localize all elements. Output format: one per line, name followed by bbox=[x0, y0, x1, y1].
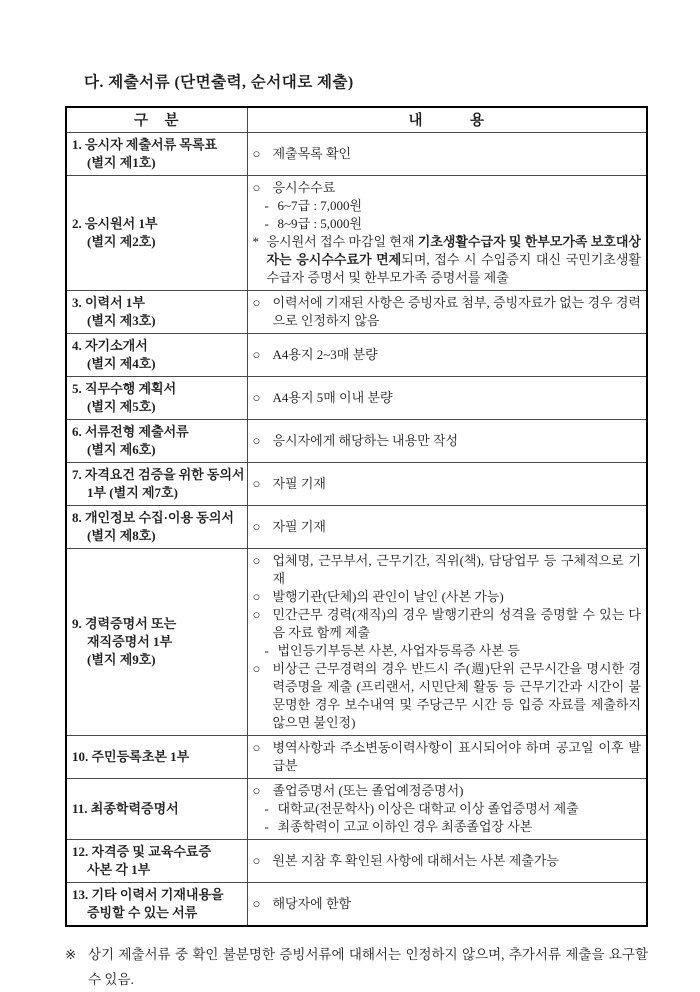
content-line bbox=[253, 552, 642, 588]
content-text-segment: 최종학력이 고교 이하인 경우 최종졸업장 사본 bbox=[277, 818, 533, 834]
content-text-segment: 되며, 접수 시 수입증지 대신 국민기초생활수급자 증명서 및 한부모가족 증명서를 제출 bbox=[266, 251, 641, 285]
content-text-segment: A4용지 2~3매 분량 bbox=[272, 346, 378, 362]
table-header-row bbox=[66, 107, 647, 132]
content-text-segment: 6~7급 : 7,000원 bbox=[277, 197, 363, 213]
content-text-segment: 대학교(전문학사) 이상은 대학교 이상 졸업증명서 제출 bbox=[277, 800, 579, 816]
dash-bullet-icon: - bbox=[264, 197, 269, 213]
column-header-content: 내 용 bbox=[247, 107, 647, 132]
category-title-text: (별지 제3호) bbox=[87, 312, 156, 328]
content-line bbox=[253, 818, 642, 836]
content-text-segment: 해당자에 한함 bbox=[272, 895, 352, 911]
content-text bbox=[278, 197, 642, 215]
category-title-text: 4. 자기소개서 bbox=[72, 337, 148, 353]
content-line bbox=[253, 800, 642, 818]
category-title-text: (별지 제9호) bbox=[87, 651, 156, 667]
content-text bbox=[273, 294, 642, 330]
category-title-text: 13. 기타 이력서 기재내용을 bbox=[72, 886, 224, 902]
content-line bbox=[253, 739, 642, 775]
category-title-line bbox=[72, 748, 244, 766]
category-title-text: 2. 응시원서 1부 bbox=[72, 215, 158, 231]
column-header-category: 구 분 bbox=[66, 107, 247, 132]
category-title-text: (별지 제5호) bbox=[87, 398, 156, 414]
content-text bbox=[273, 588, 642, 606]
category-title-line bbox=[72, 423, 244, 441]
content-line bbox=[253, 294, 642, 330]
content-text-segment: 병역사항과 주소변동이력사항이 표시되어야 하며 공고일 이후 발급분 bbox=[272, 739, 641, 773]
category-title-line bbox=[72, 861, 244, 879]
document-category-cell bbox=[66, 839, 247, 882]
table-row bbox=[66, 290, 647, 333]
content-text-segment: 비상근 근무경력의 경우 반드시 주(週)단위 근무시간을 명시한 경력증명을 제출 (프리랜서, 시민단체 활동 등 근무기간과 시간이 불문명한 경우 보수내역 및 주당근무 시간 등 입증 자료를 제출하지 않으면 불인정) bbox=[272, 660, 641, 730]
document-category-cell bbox=[66, 290, 247, 333]
table-body bbox=[66, 132, 647, 926]
category-title-text: 3. 이력서 1부 bbox=[72, 294, 145, 310]
content-text-segment: 8~9급 : 5,000원 bbox=[277, 215, 363, 231]
table-row bbox=[66, 839, 647, 882]
category-title-line bbox=[72, 527, 244, 545]
circle-bullet-icon: ○ bbox=[252, 389, 261, 405]
content-line bbox=[253, 606, 642, 642]
category-title-line bbox=[72, 215, 244, 233]
category-title-text: 증빙할 수 있는 서류 bbox=[87, 904, 198, 920]
circle-bullet-icon: ○ bbox=[252, 852, 261, 868]
content-text bbox=[273, 895, 642, 913]
circle-bullet-icon: ○ bbox=[252, 346, 261, 362]
category-title-text: (별지 제6호) bbox=[87, 441, 156, 457]
document-content-cell bbox=[247, 132, 647, 175]
content-line bbox=[253, 389, 642, 407]
page-title: 다. 제출서류 (단면출력, 순서대로 제출) bbox=[84, 74, 354, 91]
circle-bullet-icon: ○ bbox=[252, 782, 261, 798]
category-title-text: (별지 제1호) bbox=[87, 154, 156, 170]
table-row bbox=[66, 778, 647, 839]
circle-bullet-icon: ○ bbox=[252, 606, 261, 622]
content-text bbox=[273, 739, 642, 775]
category-title-line bbox=[72, 398, 244, 416]
document-category-cell bbox=[66, 419, 247, 462]
content-lines bbox=[253, 782, 642, 836]
document-content-cell bbox=[247, 333, 647, 376]
document-category-cell bbox=[66, 505, 247, 548]
content-text bbox=[273, 852, 642, 870]
category-title-line bbox=[72, 633, 244, 651]
table-row bbox=[66, 333, 647, 376]
content-line bbox=[253, 475, 642, 493]
circle-bullet-icon: ○ bbox=[252, 294, 261, 310]
content-line bbox=[253, 179, 642, 197]
content-lines bbox=[253, 384, 642, 412]
document-content-cell bbox=[247, 882, 647, 926]
document-content-cell bbox=[247, 175, 647, 290]
category-title-line bbox=[72, 312, 244, 330]
content-line bbox=[253, 432, 642, 450]
circle-bullet-icon: ○ bbox=[252, 660, 261, 676]
dash-bullet-icon: - bbox=[264, 642, 269, 658]
content-text bbox=[278, 800, 642, 818]
category-title-text: 사본 각 1부 bbox=[87, 861, 151, 877]
document-content-cell bbox=[247, 548, 647, 735]
document-category-cell bbox=[66, 462, 247, 505]
content-text bbox=[278, 215, 642, 233]
content-line bbox=[253, 782, 642, 800]
table-row bbox=[66, 419, 647, 462]
content-lines bbox=[253, 294, 642, 330]
document-category-cell bbox=[66, 778, 247, 839]
category-title-text: 1부 (별지 제7호) bbox=[87, 484, 178, 500]
content-line bbox=[253, 197, 642, 215]
category-title-text: (별지 제4호) bbox=[87, 355, 156, 371]
content-lines bbox=[253, 470, 642, 498]
content-line bbox=[253, 346, 642, 364]
table-row bbox=[66, 735, 647, 778]
document-content-cell bbox=[247, 419, 647, 462]
content-lines bbox=[253, 427, 642, 455]
footnote-text: 상기 제출서류 중 확인 불분명한 증빙서류에 대해서는 인정하지 않으며, 추가서류 제출을 요구할 수 있음. bbox=[88, 946, 648, 987]
category-title-text: 재직증명서 1부 bbox=[87, 633, 173, 649]
content-lines bbox=[253, 513, 642, 541]
document-category-cell bbox=[66, 132, 247, 175]
content-line bbox=[253, 642, 642, 660]
content-text-segment: 업체명, 근무부서, 근무기간, 직위(책), 담당업무 등 구체적으로 기재 bbox=[272, 552, 641, 586]
content-text bbox=[273, 432, 642, 450]
circle-bullet-icon: ○ bbox=[252, 179, 261, 195]
content-text-segment: 이력서에 기재된 사항은 증빙자료 첨부, 증빙자료가 없는 경우 경력으로 인정하지 않음 bbox=[272, 294, 641, 328]
content-text-bold-segment: 기초생활수급자 및 한부모가족 보호대상자는 응시수수료가 면제 bbox=[266, 233, 641, 267]
category-title-line bbox=[72, 136, 244, 154]
content-line bbox=[253, 233, 642, 287]
category-title-line bbox=[72, 904, 244, 922]
content-text-segment: 제출목록 확인 bbox=[272, 145, 352, 161]
content-lines bbox=[253, 140, 642, 168]
content-text bbox=[273, 606, 642, 642]
content-text-segment: 민간근무 경력(재직)의 경우 발행기관의 성격을 증명할 수 있는 다음 자료 함께 제출 bbox=[272, 606, 641, 640]
table-row bbox=[66, 548, 647, 735]
content-text bbox=[278, 642, 642, 660]
document-category-cell bbox=[66, 882, 247, 926]
category-title-text: 9. 경력증명서 또는 bbox=[72, 615, 177, 631]
asterisk-bullet-icon: * bbox=[252, 233, 259, 249]
circle-bullet-icon: ○ bbox=[252, 518, 261, 534]
content-text bbox=[278, 818, 642, 836]
circle-bullet-icon: ○ bbox=[252, 145, 261, 161]
submission-documents-table bbox=[65, 106, 648, 927]
reference-mark-icon: ※ bbox=[65, 946, 77, 962]
document-content-cell bbox=[247, 462, 647, 505]
table-row bbox=[66, 376, 647, 419]
document-content-cell bbox=[247, 778, 647, 839]
circle-bullet-icon: ○ bbox=[252, 552, 261, 568]
category-title-text: (별지 제8호) bbox=[87, 527, 156, 543]
category-title-text: 8. 개인정보 수집·이용 동의서 bbox=[72, 509, 234, 525]
content-text-segment: A4용지 5매 이내 분량 bbox=[272, 389, 393, 405]
content-text-segment: 발행기관(단체)의 관인이 날인 (사본 가능) bbox=[272, 588, 504, 604]
circle-bullet-icon: ○ bbox=[252, 588, 261, 604]
content-text bbox=[273, 346, 642, 364]
content-text bbox=[273, 518, 642, 536]
circle-bullet-icon: ○ bbox=[252, 475, 261, 491]
content-line bbox=[253, 660, 642, 732]
document-content-cell bbox=[247, 290, 647, 333]
content-text bbox=[273, 660, 642, 732]
document-category-cell bbox=[66, 175, 247, 290]
content-text-segment: 자필 기재 bbox=[272, 475, 326, 491]
category-title-line bbox=[72, 615, 244, 633]
content-text bbox=[273, 552, 642, 588]
category-title-line bbox=[72, 800, 244, 818]
content-line bbox=[253, 588, 642, 606]
content-line bbox=[253, 895, 642, 913]
content-line bbox=[253, 215, 642, 233]
category-title-line bbox=[72, 441, 244, 459]
category-title-text: 6. 서류전형 제출서류 bbox=[72, 423, 189, 439]
table-row bbox=[66, 882, 647, 926]
category-title-text: 1. 응시자 제출서류 목록표 bbox=[72, 136, 218, 152]
content-lines bbox=[253, 890, 642, 918]
footnote bbox=[65, 942, 648, 992]
content-text bbox=[273, 145, 642, 163]
content-line bbox=[253, 145, 642, 163]
document-category-cell bbox=[66, 735, 247, 778]
category-title-line bbox=[72, 233, 244, 251]
content-text-segment: 법인등기부등본 사본, 사업자등록증 사본 등 bbox=[277, 642, 520, 658]
category-title-line bbox=[72, 651, 244, 669]
table-row bbox=[66, 132, 647, 175]
category-title-text: 10. 주민등록초본 1부 bbox=[72, 748, 190, 764]
category-title-line bbox=[72, 509, 244, 527]
content-text-segment: 졸업증명서 (또는 졸업예정증명서) bbox=[272, 782, 464, 798]
content-lines bbox=[253, 552, 642, 732]
content-lines bbox=[253, 179, 642, 287]
content-lines bbox=[253, 341, 642, 369]
content-line bbox=[253, 518, 642, 536]
content-text-segment: 자필 기재 bbox=[272, 518, 326, 534]
category-title-line bbox=[72, 484, 244, 502]
content-lines bbox=[253, 739, 642, 775]
document-content-cell bbox=[247, 505, 647, 548]
category-title-text: 5. 직무수행 계획서 bbox=[72, 380, 177, 396]
circle-bullet-icon: ○ bbox=[252, 432, 261, 448]
category-title-text: 7. 자격요건 검증을 위한 동의서 bbox=[72, 466, 245, 482]
document-category-cell bbox=[66, 548, 247, 735]
category-title-line bbox=[72, 154, 244, 172]
category-title-line bbox=[72, 843, 244, 861]
content-text bbox=[273, 475, 642, 493]
category-title-line bbox=[72, 355, 244, 373]
content-line bbox=[253, 852, 642, 870]
circle-bullet-icon: ○ bbox=[252, 739, 261, 755]
category-title-text: 12. 자격증 및 교육수료증 bbox=[72, 843, 212, 859]
dash-bullet-icon: - bbox=[264, 215, 269, 231]
document-content-cell bbox=[247, 839, 647, 882]
document-content-cell bbox=[247, 376, 647, 419]
content-text-segment: 응시자에게 해당하는 내용만 작성 bbox=[272, 432, 459, 448]
content-text-segment: 응시수수료 bbox=[272, 179, 336, 195]
category-title-line bbox=[72, 466, 244, 484]
category-title-text: 11. 최종학력증명서 bbox=[72, 800, 179, 816]
category-title-line bbox=[72, 886, 244, 904]
document-category-cell bbox=[66, 376, 247, 419]
content-text bbox=[267, 233, 642, 287]
dash-bullet-icon: - bbox=[264, 818, 269, 834]
table-row bbox=[66, 462, 647, 505]
content-text bbox=[273, 179, 642, 197]
document-category-cell bbox=[66, 333, 247, 376]
category-title-line bbox=[72, 294, 244, 312]
dash-bullet-icon: - bbox=[264, 800, 269, 816]
document-content-cell bbox=[247, 735, 647, 778]
category-title-line bbox=[72, 380, 244, 398]
category-title-line bbox=[72, 337, 244, 355]
table-row bbox=[66, 175, 647, 290]
table-row bbox=[66, 505, 647, 548]
content-text bbox=[273, 782, 642, 800]
content-text-segment: 원본 지참 후 확인된 사항에 대해서는 사본 제출가능 bbox=[272, 852, 559, 868]
circle-bullet-icon: ○ bbox=[252, 895, 261, 911]
content-text-segment: 응시원서 접수 마감일 현재 bbox=[266, 233, 418, 249]
content-lines bbox=[253, 847, 642, 875]
category-title-text: (별지 제2호) bbox=[87, 233, 156, 249]
content-text bbox=[273, 389, 642, 407]
